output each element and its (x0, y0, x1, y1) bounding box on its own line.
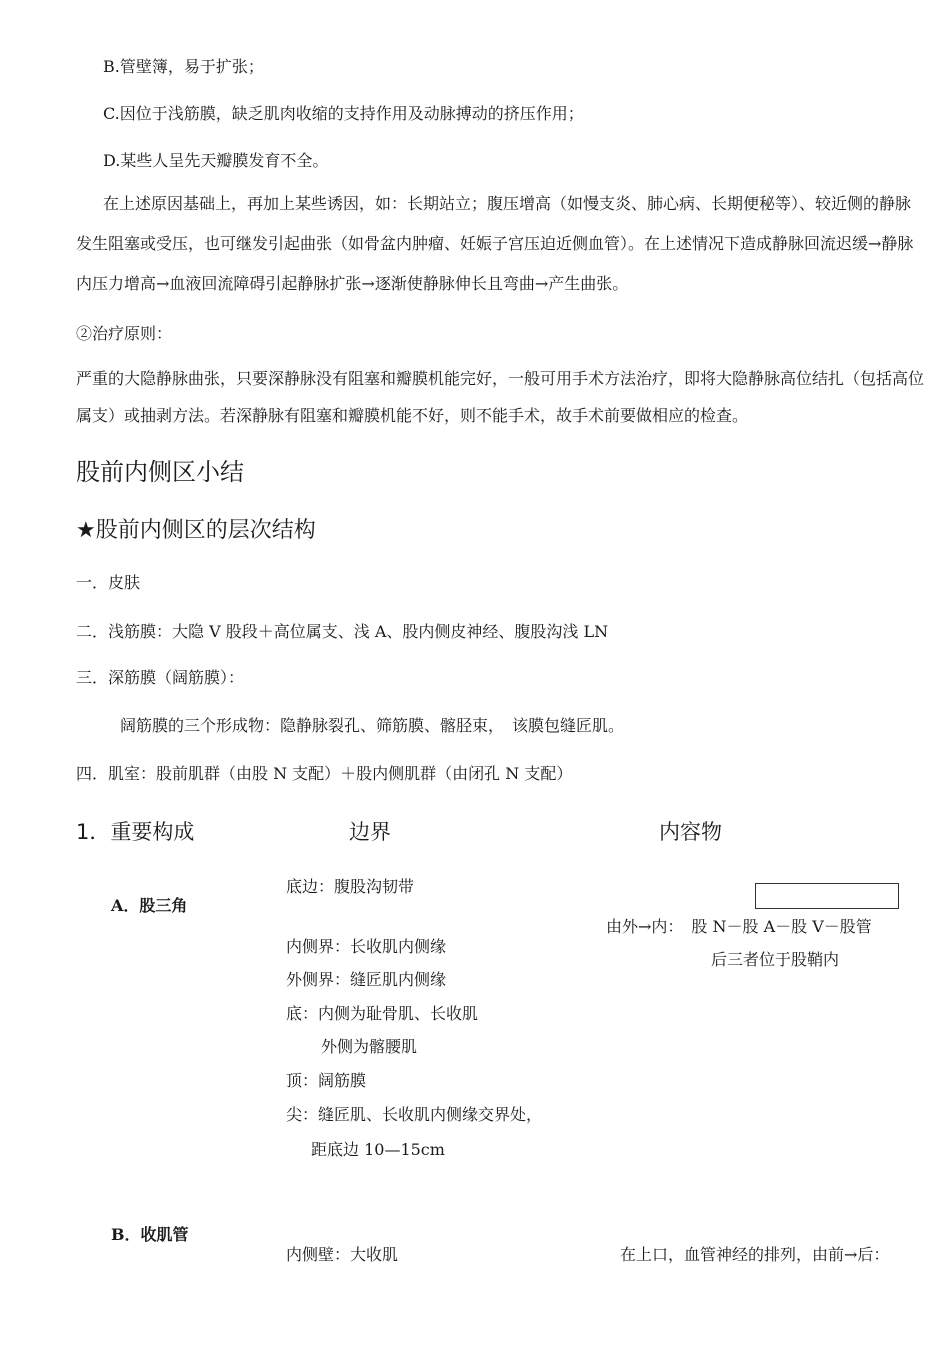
boundary-floor: 底：内侧为耻骨肌、长收肌 (286, 1004, 479, 1023)
column-structure: 1．重要构成 (76, 820, 195, 844)
adductor-canal-contents: 在上口，血管神经的排列，由前→后： (620, 1245, 890, 1264)
layer-deep-fascia: 三．深筋膜（阔筋膜）： (76, 668, 245, 687)
femoral-triangle-contents: 由外→内： 股 N－股 A－股 V－股管 (606, 917, 872, 936)
layer-superficial-fascia: 二．浅筋膜：大隐 V 股段＋高位属支、浅 A、股内侧皮神经、腹股沟浅 LN (76, 622, 609, 641)
column-contents: 内容物 (659, 820, 722, 844)
layers-heading: ★股前内侧区的层次结构 (76, 518, 316, 543)
boundary-lateral: 外侧界：缝匠肌内侧缘 (286, 970, 447, 989)
layer-skin: 一．皮肤 (76, 573, 141, 592)
boundary-base: 底边：腹股沟韧带 (286, 877, 415, 896)
layer-muscle-compartment: 四．肌室：股前肌群（由股 N 支配）＋股内侧肌群（由闭孔 N 支配） (76, 764, 573, 783)
boundary-apex: 尖：缝匠肌、长收肌内侧缘交界处， (286, 1105, 543, 1124)
boundary-roof: 顶：阔筋膜 (286, 1071, 367, 1090)
line-c: C.因位于浅筋膜，缺乏肌肉收缩的支持作用及动脉搏动的挤压作用； (103, 104, 584, 123)
boundary-medial: 内侧界：长收肌内侧缘 (286, 937, 447, 956)
adductor-canal-medial-wall: 内侧壁：大收肌 (286, 1245, 399, 1264)
femoral-sheath-note: 后三者位于股鞘内 (711, 950, 840, 969)
layer-deep-fascia-detail: 阔筋膜的三个形成物：隐静脉裂孔、筛筋膜、髂胫束， 该膜包缝匠肌。 (120, 716, 625, 735)
treatment-heading: ②治疗原则： (76, 324, 173, 343)
summary-heading: 股前内侧区小结 (76, 458, 244, 486)
adductor-canal-label: B．收肌管 (111, 1225, 189, 1244)
line-b: B.管壁簿，易于扩张； (103, 57, 264, 76)
cause-paragraph: 在上述原因基础上，再加上某些诱因，如：长期站立；腹压增高（如慢支炎、肺心病、长期便秘等）、较近侧的静脉发生阻塞或受压，也可继发引起曲张（如骨盆内肿瘤、妊娠子宫压迫近侧血管）。在上述情况下造成静脉回流迟缓→静脉内压力增高→血液回流障碍引起静脉扩张→逐渐使静脉伸长且弯曲→产生曲张。 (76, 194, 914, 293)
line-d: D.某些人呈先天瓣膜发育不全。 (103, 151, 329, 170)
column-boundaries: 边界 (349, 820, 391, 844)
femoral-triangle-label: A．股三角 (111, 896, 188, 915)
boundary-apex-distance: 距底边 10—15cm (311, 1140, 445, 1159)
empty-box (755, 883, 899, 909)
boundary-floor-lateral: 外侧为髂腰肌 (321, 1037, 418, 1056)
treatment-paragraph: 严重的大隐静脉曲张，只要深静脉没有阻塞和瓣膜机能完好，一般可用手术方法治疗，即将大隐静脉高位结扎（包括高位属支）或抽剥方法。若深静脉有阻塞和瓣膜机能不好，则不能手术，故手术前要做相应的检查。 (76, 369, 925, 425)
